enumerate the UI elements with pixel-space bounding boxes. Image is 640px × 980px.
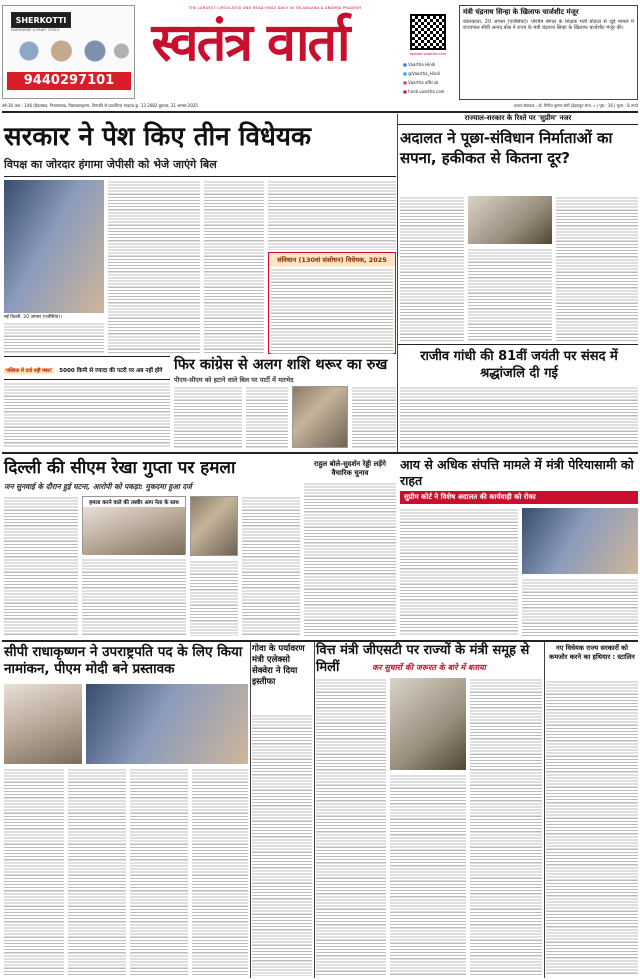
delhi-headline: दिल्ली की सीएम रेखा गुप्ता पर हमला xyxy=(4,458,236,478)
cp-headline: सीपी राधाकृष्णन ने उपराष्ट्रपति पद के लिए किया नामांकन, पीएम मोदी बने प्रस्तावक xyxy=(4,644,243,677)
divider xyxy=(4,176,396,177)
social-item[interactable]: ■ hindi.vaartha.com xyxy=(403,89,445,94)
delhi-photo-caption: हमला करने वाले की तस्वीर आप नेता के साथ xyxy=(89,500,179,506)
court-text xyxy=(468,248,552,342)
bill-box-text xyxy=(271,268,393,356)
ad-brand-sub: HARDWARE & PAINT TOOLS xyxy=(11,28,60,32)
rajiv-headline: राजीव गांधी की 81वीं जयंती पर संसद में श्रद्धांजलि दी गई xyxy=(420,349,618,381)
masthead-tagline: THE LARGEST CIRCULATED AND READ HINDI DAILY IN TELANGANA & ANDHRA PRADESH xyxy=(188,6,362,10)
bill-box-title: संविधान (130वां संशोधन) विधेयक, 2025 xyxy=(269,253,395,266)
tharoor-subhead: पीएम-सीएम को हटाने वाले बिल पर पार्टी में मतभेद xyxy=(174,376,294,384)
ad-phone: 9440297101 xyxy=(7,72,131,90)
tharoor-text xyxy=(352,386,396,448)
top-right-body: कोलकाता, 20 अगस्त (एजेंसियां)। पश्चिम बंगाल के शिक्षक भर्ती घोटाले से जुड़े मामले में राज्यपाल सीवी आनंद बोस ने राज्य के मंत्री चंद्रनाथ सिन्हा के खिलाफ चार्जशीट मंजूर की। xyxy=(463,19,634,32)
rahul-kicker: राहुल बोले-सुदर्शन रेड्डी लड़ेंगे वैचारिक चुनाव xyxy=(314,460,386,477)
main-story-text xyxy=(4,322,104,354)
ad-product-image xyxy=(11,36,131,66)
court-text xyxy=(556,196,638,342)
column-rule xyxy=(397,114,398,452)
gst-headline: वित्त मंत्री जीएसटी पर राज्यों के मंत्री समूह से मिलीं xyxy=(316,643,530,675)
cp-text xyxy=(68,768,126,976)
bihar-kicker: नए विधेयक राज्य सरकारों को कमजोर करने का हथियार : स्टालिन xyxy=(549,644,635,661)
assets-photo xyxy=(522,508,638,574)
rail-strip xyxy=(4,356,170,380)
cp-text xyxy=(192,768,248,976)
column-rule xyxy=(250,642,251,978)
tharoor-text xyxy=(174,386,242,448)
delhi-text xyxy=(82,558,186,636)
court-photo xyxy=(468,196,552,244)
ad-brand-logo: SHERKOTTI xyxy=(11,12,71,28)
rekha-photo xyxy=(190,496,238,556)
column-rule xyxy=(544,642,545,978)
goa-headline: गोवा के पर्यावरण मंत्री एलेक्सो सेक्वेरा ने दिया इस्तीफा xyxy=(252,644,305,687)
divider xyxy=(398,124,638,125)
cp-text xyxy=(4,768,64,976)
bihar-text xyxy=(546,680,638,976)
delhi-text xyxy=(242,496,300,636)
court-text xyxy=(400,196,464,342)
top-right-brief xyxy=(459,5,638,100)
website-label[interactable]: epaper.vaartha.com xyxy=(409,52,447,56)
social-item[interactable]: ■ Vaartha Hindi xyxy=(403,62,436,67)
delhi-photo xyxy=(83,507,185,555)
assets-text xyxy=(400,508,518,636)
assets-text xyxy=(522,578,638,636)
column-label: राज्याल-सरकार के रिश्ते पर 'सुप्रीम' नजर xyxy=(464,114,572,122)
delhi-subhead: जन सुनवाई के दौरान हुई घटना, आरोपी को पकड़ा: मुकदमा हुआ दर्ज xyxy=(4,482,192,491)
main-story-text xyxy=(268,180,396,250)
main-dateline: नई दिल्ली, 20 अगस्त (एजेंसियां)। xyxy=(4,315,62,320)
divider xyxy=(398,344,638,345)
delhi-photo-box xyxy=(82,496,186,554)
main-story-text xyxy=(108,180,200,354)
rahul-text xyxy=(304,482,396,636)
gst-subhead: कर सुधारों की जरूरत के बारे में बताया xyxy=(372,663,486,672)
gst-text xyxy=(470,678,542,976)
qr-code xyxy=(410,14,446,50)
info-line: वर्ष-30 अंक : 146 (हैदराबाद, निजामाबाद, विशाखापट्टणम, तिरुपति से प्रकाशित) भाद्रपद कृ. 13 2082 बुधवार, 21 अगस्त-2025 xyxy=(2,103,198,108)
cp-photo-right xyxy=(86,684,248,764)
cp-photo-left xyxy=(4,684,82,764)
delhi-text xyxy=(190,560,238,636)
assets-headline: आय से अधिक संपत्ति मामले में मंत्री पेरियासामी को राहत xyxy=(400,457,634,488)
rail-text xyxy=(4,382,170,448)
social-item[interactable]: ■ Vaartha official xyxy=(403,80,439,85)
cp-text xyxy=(130,768,188,976)
tharoor-photo xyxy=(292,386,348,448)
divider xyxy=(2,111,638,113)
assets-subhead: सुप्रीम कोर्ट ने विशेष अदालत की कार्यवाही को रोका xyxy=(400,491,638,504)
rail-headline: 5000 किमी से ज्यादा की पटरी पर अब नहीं होंगे xyxy=(59,368,163,374)
rail-kicker: पब्लिक में दर्ज नहीं नंबर! xyxy=(6,368,53,374)
main-story-text xyxy=(204,180,264,354)
column-rule xyxy=(314,642,315,978)
gst-text xyxy=(316,678,386,976)
main-subhead: विपक्ष का जोरदार हंगामा जेपीसी को भेजे जाएंगे बिल xyxy=(4,158,217,171)
court-headline: अदालत ने पूछा-संविधान निर्माताओं का सपना, हकीकत से कितना दूर? xyxy=(400,129,613,167)
masthead-ad xyxy=(2,5,135,99)
delhi-text xyxy=(4,496,78,636)
editor-line: प्रधान संपादक - डॉ. गिरीश कुमार संघी |देहरादून संपा. ० | पृष्ठ : 16 | मूल्य : 8 रुपये xyxy=(513,103,638,108)
main-story-photo xyxy=(4,180,104,313)
goa-text xyxy=(252,714,312,976)
social-item[interactable]: ■ @Vaartha_Hindi xyxy=(403,71,441,76)
bill-box xyxy=(268,252,396,354)
tharoor-headline: फिर कांग्रेस से अलग शशि थरूर का रुख xyxy=(174,357,388,373)
gst-photo xyxy=(390,678,466,770)
social-list xyxy=(403,60,455,96)
rajiv-text xyxy=(400,386,638,448)
gst-text xyxy=(390,774,466,976)
top-right-title: मंत्री चंद्रनाथ सिन्हा के खिलाफ चार्जशीट मंजूर xyxy=(463,8,579,16)
masthead-title: स्वतंत्र वार्ता xyxy=(151,13,349,73)
main-headline: सरकार ने पेश किए तीन विधेयक xyxy=(4,122,311,152)
tharoor-text xyxy=(246,386,288,448)
divider xyxy=(2,452,638,454)
